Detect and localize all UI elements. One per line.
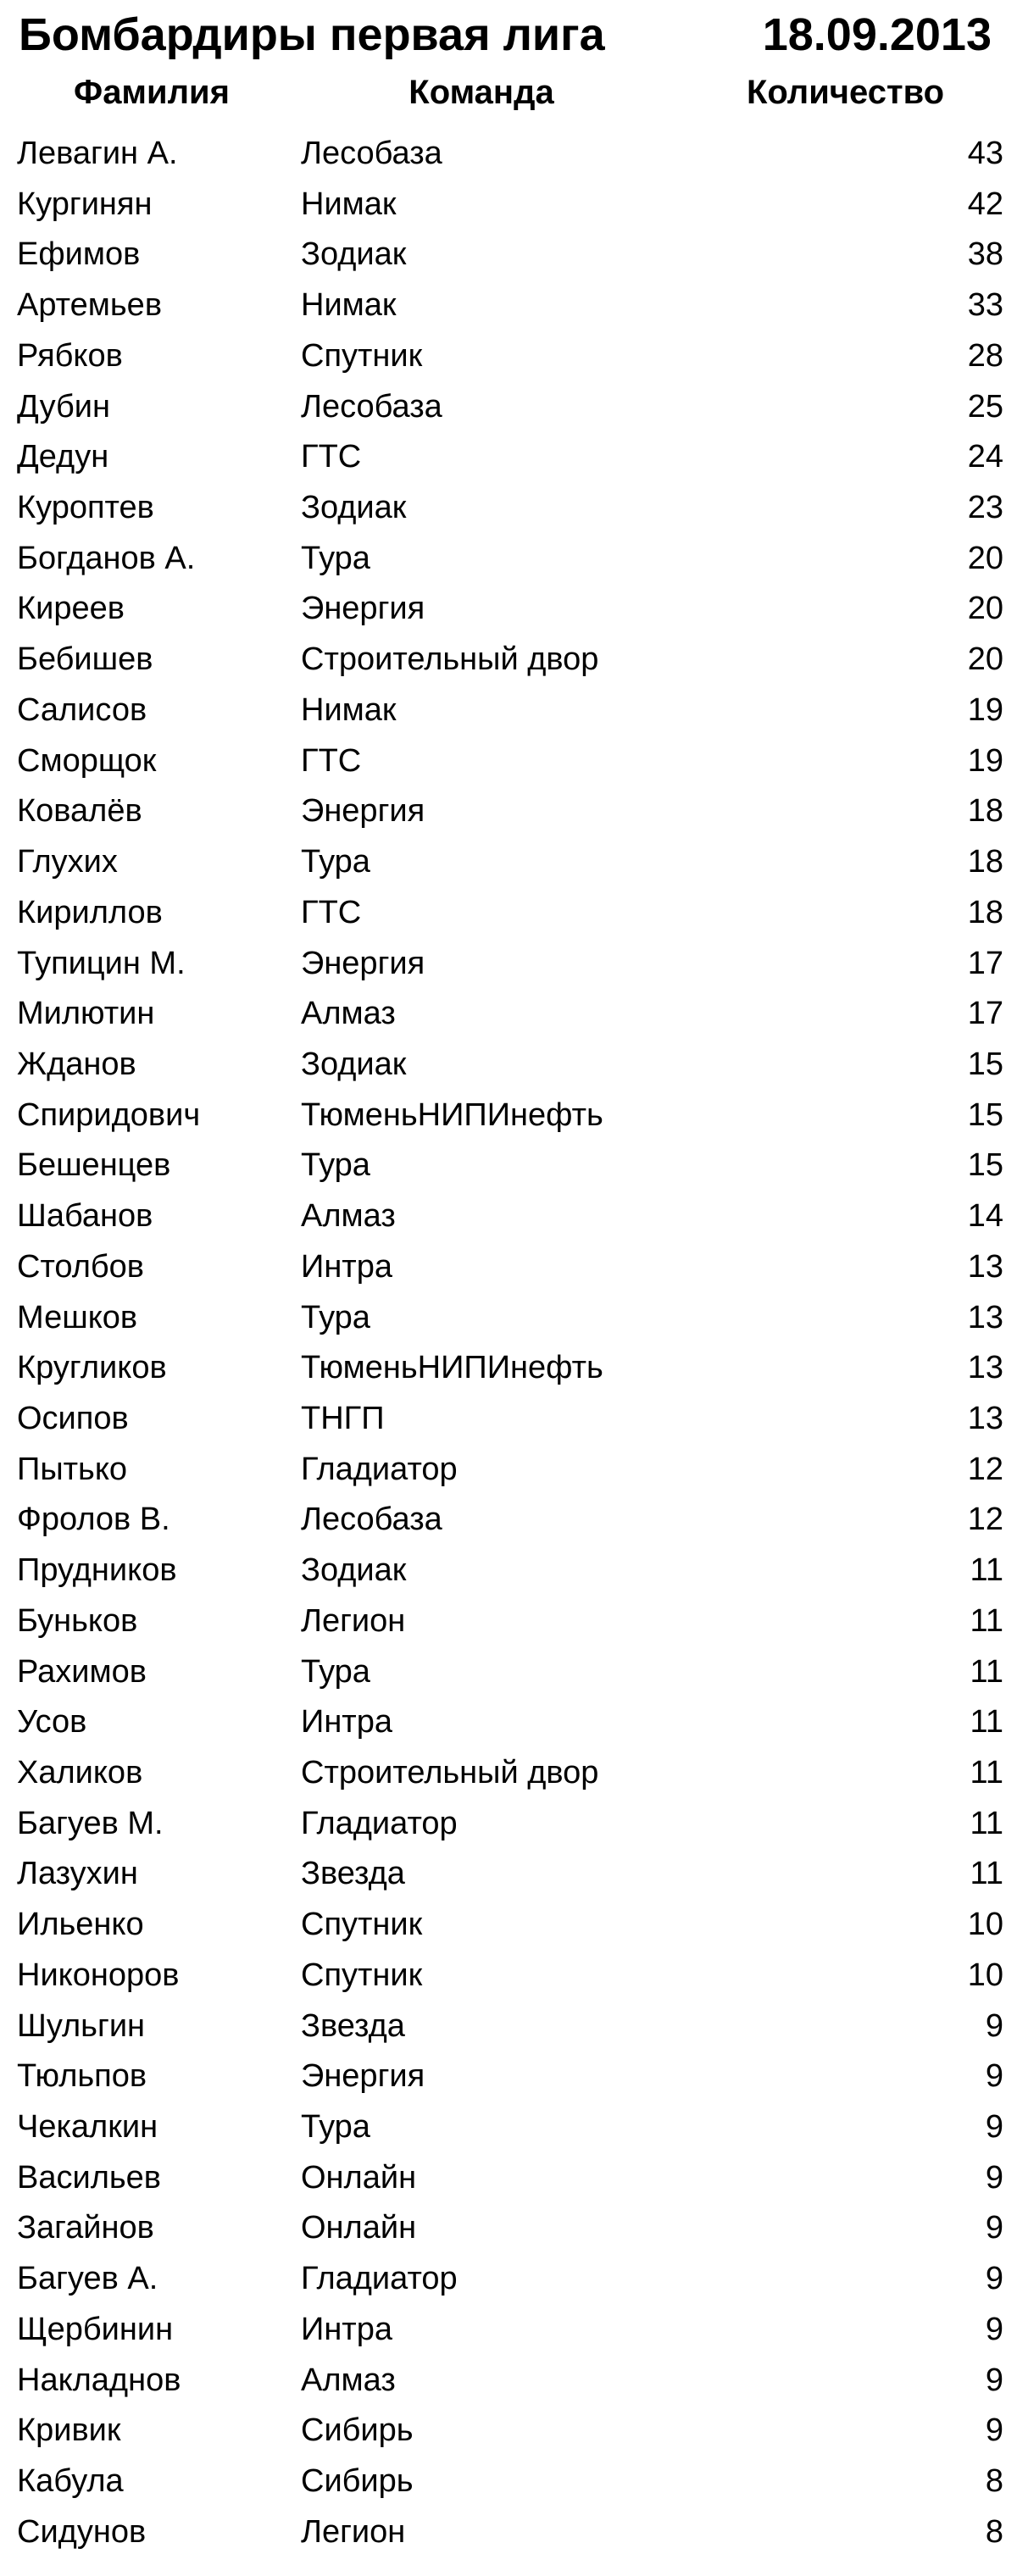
- player-team: Алмаз: [301, 2362, 396, 2398]
- player-team: Алмаз: [301, 1198, 396, 1235]
- player-surname: Бешенцев: [17, 1147, 171, 1184]
- table-row: [0, 1546, 1017, 1596]
- player-surname: Фролов В.: [17, 1502, 170, 1538]
- goal-count: 20: [967, 641, 1003, 678]
- goal-count: 9: [985, 2311, 1003, 2347]
- goal-count: 20: [967, 591, 1003, 627]
- player-surname: Ковалёв: [17, 793, 142, 830]
- player-surname: Кабула: [17, 2463, 124, 2500]
- table-row: [0, 180, 1017, 230]
- player-team: Тура: [301, 1299, 370, 1335]
- player-surname: Киреев: [17, 591, 125, 627]
- player-surname: Мешков: [17, 1299, 138, 1335]
- player-surname: Милютин: [17, 996, 155, 1032]
- player-surname: Бебишев: [17, 641, 153, 678]
- goal-count: 9: [985, 2210, 1003, 2246]
- player-team: Спутник: [301, 337, 423, 374]
- player-surname: Накладнов: [17, 2362, 181, 2398]
- goal-count: 12: [967, 1502, 1003, 1538]
- table-row: [0, 1596, 1017, 1647]
- table-row: [0, 2507, 1017, 2558]
- table-row: [0, 1191, 1017, 1242]
- goal-count: 9: [985, 2412, 1003, 2449]
- column-header-surname: Фамилия: [74, 74, 230, 111]
- table-row: [0, 786, 1017, 837]
- player-surname: Кругликов: [17, 1350, 167, 1386]
- title-row: [19, 5, 1002, 64]
- player-team: Онлайн: [301, 2159, 417, 2196]
- player-surname: Никоноров: [17, 1957, 180, 1993]
- player-team: Звезда: [301, 2007, 405, 2044]
- player-team: ГТС: [301, 894, 362, 930]
- goal-count: 8: [985, 2463, 1003, 2500]
- table-row: [0, 2305, 1017, 2356]
- player-surname: Ильенко: [17, 1907, 144, 1943]
- table-row: [0, 331, 1017, 382]
- table-row: [0, 1799, 1017, 1850]
- table-row: [0, 534, 1017, 585]
- goal-count: 11: [970, 1602, 1003, 1639]
- player-surname: Дубин: [17, 388, 110, 425]
- table-row: [0, 939, 1017, 990]
- table-row: [0, 1900, 1017, 1951]
- goal-count: 11: [970, 1653, 1003, 1690]
- table-row: [0, 2406, 1017, 2457]
- player-surname: Багуев М.: [17, 1805, 164, 1841]
- player-team: Нимак: [301, 691, 397, 728]
- player-surname: Васильев: [17, 2159, 161, 2196]
- column-header-count: Количество: [746, 74, 945, 111]
- player-team: Легион: [301, 1602, 406, 1639]
- player-surname: Салисов: [17, 691, 147, 728]
- goal-count: 15: [967, 1046, 1003, 1082]
- table-row: [0, 686, 1017, 736]
- player-team: Нимак: [301, 287, 397, 324]
- goal-count: 9: [985, 2362, 1003, 2398]
- goal-count: 18: [967, 793, 1003, 830]
- goal-count: 28: [967, 337, 1003, 374]
- table-row: [0, 1951, 1017, 2001]
- player-team: Зодиак: [301, 1046, 407, 1082]
- table-row: [0, 1141, 1017, 1191]
- player-surname: Осипов: [17, 1400, 129, 1436]
- player-team: Онлайн: [301, 2210, 417, 2246]
- report-date: 18.09.2013: [762, 9, 992, 60]
- table-row: [0, 1697, 1017, 1748]
- table-row: [0, 483, 1017, 534]
- goal-count: 9: [985, 2109, 1003, 2146]
- player-team: Интра: [301, 1248, 392, 1285]
- table-row: [0, 1394, 1017, 1445]
- player-team: Энергия: [301, 591, 425, 627]
- table-row: [0, 1091, 1017, 1141]
- table-row: [0, 584, 1017, 635]
- table-row: [0, 2051, 1017, 2102]
- goal-count: 20: [967, 540, 1003, 576]
- player-team: Лесобаза: [301, 136, 442, 171]
- table-row: [0, 1445, 1017, 1496]
- player-surname: Кириллов: [17, 894, 163, 930]
- player-surname: Халиков: [17, 1755, 143, 1790]
- table-header: [0, 69, 1017, 115]
- player-surname: Сидунов: [17, 2513, 147, 2550]
- player-surname: Рябков: [17, 337, 123, 374]
- goal-count: 10: [967, 1957, 1003, 1993]
- page-title: Бомбардиры первая лига: [19, 9, 605, 60]
- player-surname: Чекалкин: [17, 2109, 158, 2146]
- player-team: Лесобаза: [301, 1502, 442, 1538]
- goal-count: 9: [985, 2007, 1003, 2044]
- goal-count: 11: [970, 1755, 1003, 1790]
- player-surname: Усов: [17, 1704, 87, 1740]
- player-team: Интра: [301, 2311, 392, 2347]
- goal-count: 13: [967, 1350, 1003, 1386]
- player-surname: Артемьев: [17, 287, 162, 324]
- player-team: Строительный двор: [301, 641, 599, 678]
- scorers-table: [0, 129, 1017, 2558]
- goal-count: 18: [967, 894, 1003, 930]
- player-team: Нимак: [301, 186, 397, 222]
- player-surname: Кривик: [17, 2412, 121, 2449]
- goal-count: 18: [967, 844, 1003, 880]
- player-surname: Левагин А.: [17, 136, 178, 171]
- table-row: [0, 1040, 1017, 1091]
- table-row: [0, 2254, 1017, 2305]
- table-row: [0, 2203, 1017, 2254]
- player-surname: Загайнов: [17, 2210, 154, 2246]
- goal-count: 19: [967, 691, 1003, 728]
- player-surname: Буньков: [17, 1602, 138, 1639]
- goal-count: 13: [967, 1400, 1003, 1436]
- player-team: ТюменьНИПИнефть: [301, 1350, 603, 1386]
- table-row: [0, 2153, 1017, 2204]
- player-team: Зодиак: [301, 236, 407, 273]
- table-row: [0, 280, 1017, 331]
- player-team: Легион: [301, 2513, 406, 2550]
- player-surname: Багуев А.: [17, 2261, 158, 2297]
- player-surname: Щербинин: [17, 2311, 174, 2347]
- table-row: [0, 1293, 1017, 1344]
- table-row: [0, 1343, 1017, 1394]
- player-surname: Спиридович: [17, 1096, 201, 1133]
- goal-count: 17: [967, 945, 1003, 981]
- table-row: [0, 230, 1017, 280]
- player-surname: Шульгин: [17, 2007, 146, 2044]
- player-team: Энергия: [301, 793, 425, 830]
- player-team: Спутник: [301, 1957, 423, 1993]
- table-row: [0, 2001, 1017, 2052]
- goal-count: 14: [967, 1198, 1003, 1235]
- column-header-team: Команда: [408, 74, 554, 111]
- table-row: [0, 1242, 1017, 1293]
- player-team: ГТС: [301, 742, 362, 779]
- player-surname: Прудников: [17, 1552, 177, 1589]
- player-team: Зодиак: [301, 490, 407, 526]
- player-team: ТНГП: [301, 1400, 385, 1436]
- goal-count: 9: [985, 2159, 1003, 2196]
- table-row: [0, 1748, 1017, 1799]
- player-surname: Рахимов: [17, 1653, 147, 1690]
- player-surname: Шабанов: [17, 1198, 153, 1235]
- player-team: Тура: [301, 1147, 370, 1184]
- table-row: [0, 1849, 1017, 1900]
- player-team: Сибирь: [301, 2463, 414, 2500]
- player-surname: Лазухин: [17, 1856, 138, 1892]
- goal-count: 11: [970, 1704, 1003, 1740]
- player-surname: Пытько: [17, 1451, 128, 1487]
- goal-count: 38: [967, 236, 1003, 273]
- table-row: [0, 736, 1017, 787]
- player-team: Спутник: [301, 1907, 423, 1943]
- player-team: Звезда: [301, 1856, 405, 1892]
- player-surname: Куроптев: [17, 490, 154, 526]
- player-team: Энергия: [301, 2058, 425, 2095]
- player-team: Алмаз: [301, 996, 396, 1032]
- table-row: [0, 989, 1017, 1040]
- goal-count: 12: [967, 1451, 1003, 1487]
- table-row: [0, 1495, 1017, 1546]
- player-team: Гладиатор: [301, 1805, 458, 1841]
- goal-count: 8: [985, 2513, 1003, 2550]
- player-surname: Тупицин М.: [17, 945, 186, 981]
- goal-count: 10: [967, 1907, 1003, 1943]
- player-team: Энергия: [301, 945, 425, 981]
- table-row: [0, 837, 1017, 888]
- player-team: Строительный двор: [301, 1755, 599, 1790]
- player-surname: Жданов: [17, 1046, 136, 1082]
- table-row: [0, 129, 1017, 180]
- player-team: Сибирь: [301, 2412, 414, 2449]
- player-team: Лесобаза: [301, 388, 442, 425]
- player-surname: Богданов А.: [17, 540, 196, 576]
- goal-count: 33: [967, 287, 1003, 324]
- table-row: [0, 432, 1017, 483]
- goal-count: 15: [967, 1096, 1003, 1133]
- table-row: [0, 635, 1017, 686]
- goal-count: 13: [967, 1248, 1003, 1285]
- goal-count: 42: [967, 186, 1003, 222]
- goal-count: 9: [985, 2058, 1003, 2095]
- player-team: Тура: [301, 1653, 370, 1690]
- player-team: Тура: [301, 844, 370, 880]
- goal-count: 11: [970, 1856, 1003, 1892]
- goal-count: 13: [967, 1299, 1003, 1335]
- goal-count: 23: [967, 490, 1003, 526]
- player-team: Гладиатор: [301, 1451, 458, 1487]
- player-team: Тура: [301, 2109, 370, 2146]
- goal-count: 11: [970, 1552, 1003, 1589]
- player-surname: Ефимов: [17, 236, 141, 273]
- player-team: ГТС: [301, 439, 362, 475]
- player-surname: Тюльпов: [17, 2058, 147, 2095]
- table-row: [0, 382, 1017, 433]
- goal-count: 11: [970, 1805, 1003, 1841]
- player-surname: Дедун: [17, 439, 109, 475]
- table-row: [0, 2356, 1017, 2407]
- goal-count: 15: [967, 1147, 1003, 1184]
- goal-count: 19: [967, 742, 1003, 779]
- player-team: Интра: [301, 1704, 392, 1740]
- player-surname: Глухих: [17, 844, 118, 880]
- player-surname: Столбов: [17, 1248, 144, 1285]
- goal-count: 17: [967, 996, 1003, 1032]
- table-row: [0, 1647, 1017, 1698]
- goal-count: 9: [985, 2261, 1003, 2297]
- table-row: [0, 2457, 1017, 2507]
- player-team: Тура: [301, 540, 370, 576]
- player-team: Гладиатор: [301, 2261, 458, 2297]
- player-surname: Кургинян: [17, 186, 153, 222]
- table-row: [0, 2102, 1017, 2153]
- goal-count: 25: [967, 388, 1003, 425]
- player-surname: Сморщок: [17, 742, 157, 779]
- goal-count: 24: [967, 439, 1003, 475]
- player-team: ТюменьНИПИнефть: [301, 1096, 603, 1133]
- player-team: Зодиак: [301, 1552, 407, 1589]
- table-row: [0, 888, 1017, 939]
- goal-count: 43: [967, 136, 1003, 171]
